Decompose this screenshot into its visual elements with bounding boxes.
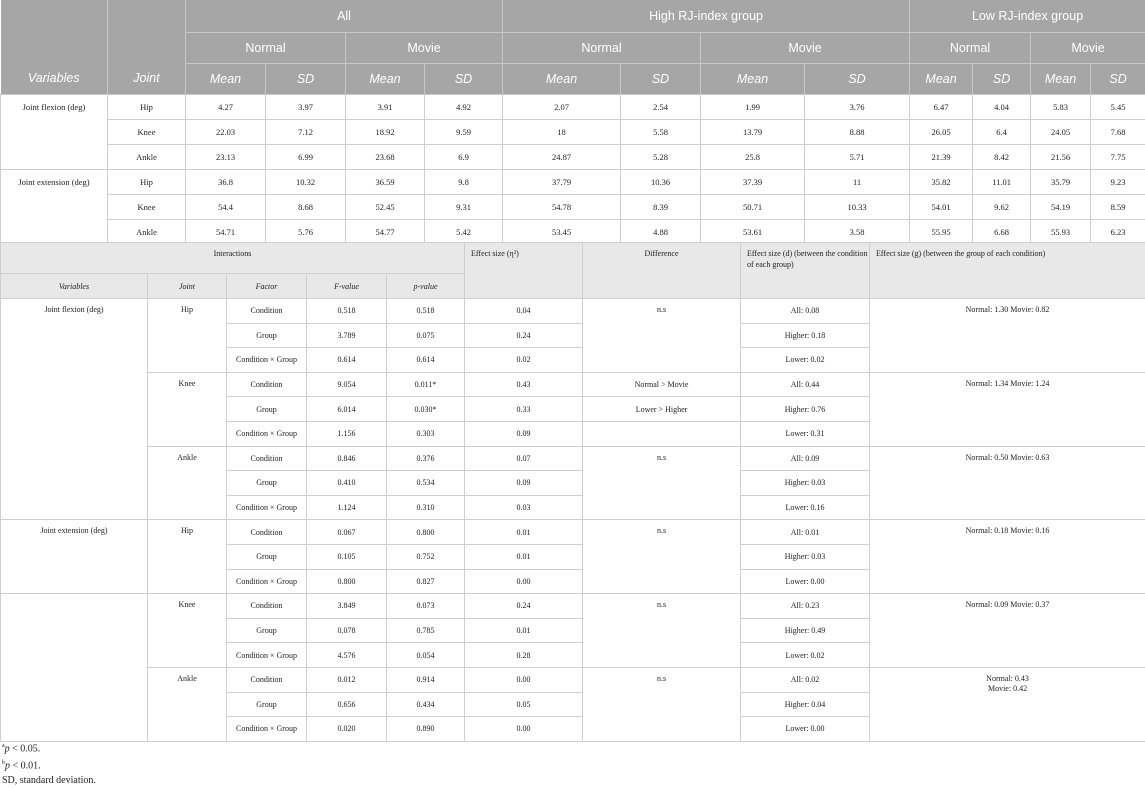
factor-cell: Group — [227, 692, 307, 717]
factor-cell: Group — [227, 323, 307, 348]
variable-cell: Joint extension (deg) — [1, 520, 148, 594]
value-cell: 21.39 — [910, 144, 973, 169]
effect-d-cell: Lower: 0.31 — [741, 421, 870, 446]
pvalue-cell: 0.434 — [387, 692, 465, 717]
difference-cell: n.s — [583, 299, 741, 373]
value-cell: 5.76 — [266, 219, 346, 244]
effect-d-cell: All: 0.08 — [741, 299, 870, 324]
footnote-b: $^b$p < 0.01. — [2, 756, 96, 773]
value-cell: 24.05 — [1031, 119, 1091, 144]
blank-header-cell — [108, 0, 186, 32]
joint-cell: Hip — [108, 94, 186, 119]
effect-d-cell: Higher: 0.04 — [741, 692, 870, 717]
fvalue-header: F-value — [307, 274, 387, 299]
fvalue-cell: 0.020 — [307, 717, 387, 742]
value-cell: 9.8 — [425, 169, 503, 194]
value-cell: 54.4 — [186, 194, 266, 219]
stat-header: SD — [266, 63, 346, 94]
value-cell: 10.33 — [805, 194, 910, 219]
effect-eta-cell: 0.03 — [465, 495, 583, 520]
descriptive-stats-body — [1, 94, 1145, 244]
value-cell: 5.71 — [805, 144, 910, 169]
blank-header-cell — [1, 32, 108, 63]
stat-header: SD — [1091, 63, 1145, 94]
effect-eta-cell: 0.02 — [465, 348, 583, 373]
value-cell: 7.12 — [266, 119, 346, 144]
factor-cell: Condition — [227, 594, 307, 619]
effect-eta-cell: 0.01 — [465, 544, 583, 569]
fvalue-cell: 0.846 — [307, 446, 387, 471]
value-cell: 35.82 — [910, 169, 973, 194]
joint-header: Joint — [148, 274, 227, 299]
factor-cell: Condition — [227, 667, 307, 692]
factor-cell: Condition × Group — [227, 495, 307, 520]
value-cell: 2.54 — [621, 94, 701, 119]
value-cell: 13.79 — [701, 119, 805, 144]
value-cell: 10.36 — [621, 169, 701, 194]
effect-d-cell: Lower: 0.00 — [741, 569, 870, 594]
difference-cell: n.s — [583, 446, 741, 520]
factor-header: Factor — [227, 274, 307, 299]
pvalue-cell: 0.073 — [387, 594, 465, 619]
effect-g-cell — [870, 667, 1145, 741]
pvalue-cell: 0.303 — [387, 421, 465, 446]
value-cell: 26.05 — [910, 119, 973, 144]
pvalue-cell: 0.376 — [387, 446, 465, 471]
table-row — [1, 520, 1145, 545]
joint-cell: Ankle — [148, 446, 227, 520]
factor-cell: Condition — [227, 520, 307, 545]
value-cell: 6.4 — [973, 119, 1031, 144]
group-header-low-rj: Low RJ-index group — [910, 0, 1145, 32]
factor-cell: Condition × Group — [227, 421, 307, 446]
value-cell: 50.71 — [701, 194, 805, 219]
table-row — [1, 144, 1145, 169]
value-cell: 54.19 — [1031, 194, 1091, 219]
effect-d-cell: Higher: 0.03 — [741, 471, 870, 496]
factor-cell: Group — [227, 397, 307, 422]
blank-header-cell — [1, 0, 108, 32]
fvalue-cell: 0.012 — [307, 667, 387, 692]
pvalue-cell: 0.914 — [387, 667, 465, 692]
value-cell: 7.75 — [1091, 144, 1145, 169]
fvalue-cell: 0.410 — [307, 471, 387, 496]
effect-eta-cell: 0.04 — [465, 299, 583, 324]
factor-cell: Condition × Group — [227, 348, 307, 373]
value-cell: 35.79 — [1031, 169, 1091, 194]
stat-header: SD — [425, 63, 503, 94]
fvalue-cell: 0.518 — [307, 299, 387, 324]
pvalue-cell: 0.800 — [387, 520, 465, 545]
value-cell: 6.99 — [266, 144, 346, 169]
effect-g-line: Normal: 0.09 Movie: 0.37 — [870, 600, 1145, 610]
value-cell: 54.71 — [186, 219, 266, 244]
value-cell: 7.68 — [1091, 119, 1145, 144]
effect-g-cell — [870, 594, 1145, 668]
value-cell: 18.92 — [346, 119, 425, 144]
variable-cell — [1, 594, 148, 742]
value-cell: 3.76 — [805, 94, 910, 119]
value-cell: 5.42 — [425, 219, 503, 244]
effect-eta-cell: 0.00 — [465, 717, 583, 742]
descriptive-stats-table — [0, 0, 1145, 245]
interaction-header-row — [1, 243, 1145, 274]
footnote-sd: SD, standard deviation. — [2, 774, 96, 788]
fvalue-cell: 4.576 — [307, 643, 387, 668]
effect-g-cell — [870, 446, 1145, 520]
stat-header: SD — [973, 63, 1031, 94]
value-cell: 11.01 — [973, 169, 1031, 194]
value-cell: 55.95 — [910, 219, 973, 244]
value-cell: 8.39 — [621, 194, 701, 219]
variable-cell: Joint flexion (deg) — [1, 299, 148, 520]
effect-eta-cell: 0.07 — [465, 446, 583, 471]
value-cell: 3.91 — [346, 94, 425, 119]
value-cell: 23.68 — [346, 144, 425, 169]
pvalue-cell: 0.785 — [387, 618, 465, 643]
value-cell: 6.47 — [910, 94, 973, 119]
value-cell: 11 — [805, 169, 910, 194]
effect-d-cell: Lower: 0.00 — [741, 717, 870, 742]
value-cell: 3.58 — [805, 219, 910, 244]
value-cell: 9.62 — [973, 194, 1031, 219]
value-cell: 22.03 — [186, 119, 266, 144]
value-cell: 8.88 — [805, 119, 910, 144]
value-cell: 9.23 — [1091, 169, 1145, 194]
effect-g-cell — [870, 520, 1145, 594]
effect-d-cell: All: 0.09 — [741, 446, 870, 471]
value-cell: 36.8 — [186, 169, 266, 194]
effect-eta-cell: 0.00 — [465, 569, 583, 594]
variable-cell: Joint extension (deg) — [1, 169, 108, 244]
effect-d-cell: All: 0.02 — [741, 667, 870, 692]
value-cell: 54.77 — [346, 219, 425, 244]
joint-cell: Ankle — [148, 667, 227, 741]
effect-g-cell — [870, 372, 1145, 446]
value-cell: 24.87 — [503, 144, 621, 169]
effect-eta-cell: 0.09 — [465, 471, 583, 496]
group-header-high-rj: High RJ-index group — [503, 0, 910, 32]
joint-cell: Knee — [108, 119, 186, 144]
table-row — [1, 169, 1145, 194]
effect-eta-header: Effect size (η²) — [465, 243, 583, 299]
effect-d-cell: All: 0.23 — [741, 594, 870, 619]
joint-cell: Hip — [148, 520, 227, 594]
fvalue-cell: 3.849 — [307, 594, 387, 619]
effect-g-line: Normal: 0.43 — [870, 674, 1145, 684]
variables-header: Variables — [1, 63, 108, 94]
fvalue-cell: 6.014 — [307, 397, 387, 422]
value-cell: 37.39 — [701, 169, 805, 194]
effect-eta-cell: 0.24 — [465, 594, 583, 619]
value-cell: 4.27 — [186, 94, 266, 119]
effect-eta-cell: 0.28 — [465, 643, 583, 668]
joint-cell: Ankle — [108, 219, 186, 244]
table-row — [1, 594, 1145, 619]
difference-cell — [583, 421, 741, 446]
effect-g-line: Movie: 0.42 — [870, 684, 1145, 694]
table-row — [1, 667, 1145, 692]
value-cell: 5.45 — [1091, 94, 1145, 119]
effect-d-cell: Lower: 0.02 — [741, 643, 870, 668]
effect-d-cell: All: 0.44 — [741, 372, 870, 397]
table-row — [1, 219, 1145, 244]
pvalue-cell: 0.890 — [387, 717, 465, 742]
joint-cell: Hip — [148, 299, 227, 373]
factor-cell: Condition × Group — [227, 717, 307, 742]
effect-d-cell: Higher: 0.49 — [741, 618, 870, 643]
fvalue-cell: 0.800 — [307, 569, 387, 594]
difference-cell: n.s — [583, 594, 741, 668]
condition-header: Normal — [503, 32, 701, 63]
condition-header: Movie — [701, 32, 910, 63]
interaction-stats-body — [1, 299, 1145, 742]
value-cell: 53.45 — [503, 219, 621, 244]
group-header-row — [1, 0, 1145, 32]
group-header-all: All — [186, 0, 503, 32]
effect-eta-cell: 0.00 — [465, 667, 583, 692]
pvalue-cell: 0.518 — [387, 299, 465, 324]
pvalue-cell: 0.534 — [387, 471, 465, 496]
value-cell: 36.59 — [346, 169, 425, 194]
effect-eta-cell: 0.24 — [465, 323, 583, 348]
value-cell: 21.56 — [1031, 144, 1091, 169]
effect-eta-cell: 0.01 — [465, 618, 583, 643]
stat-header-row — [1, 63, 1145, 94]
difference-header: Difference — [583, 243, 741, 299]
effect-g-line: Normal: 0.50 Movie: 0.63 — [870, 453, 1145, 463]
value-cell: 52.45 — [346, 194, 425, 219]
joint-cell: Knee — [148, 594, 227, 668]
joint-cell: Hip — [108, 169, 186, 194]
condition-header: Normal — [910, 32, 1031, 63]
pvalue-cell: 0.614 — [387, 348, 465, 373]
factor-cell: Group — [227, 471, 307, 496]
stat-header: Mean — [910, 63, 973, 94]
stat-header: Mean — [186, 63, 266, 94]
factor-cell: Condition — [227, 446, 307, 471]
factor-cell: Condition — [227, 299, 307, 324]
value-cell: 8.42 — [973, 144, 1031, 169]
effect-g-line: Normal: 1.30 Movie: 0.82 — [870, 305, 1145, 315]
effect-eta-cell: 0.43 — [465, 372, 583, 397]
fvalue-cell: 0.656 — [307, 692, 387, 717]
factor-cell: Condition — [227, 372, 307, 397]
effect-g-line: Normal: 0.18 Movie: 0.16 — [870, 526, 1145, 536]
value-cell: 25.8 — [701, 144, 805, 169]
pvalue-cell: 0.030* — [387, 397, 465, 422]
pvalue-cell: 0.310 — [387, 495, 465, 520]
pvalue-cell: 0.752 — [387, 544, 465, 569]
stat-header: Mean — [346, 63, 425, 94]
fvalue-cell: 1.156 — [307, 421, 387, 446]
table-row — [1, 194, 1145, 219]
factor-cell: Group — [227, 618, 307, 643]
value-cell: 55.93 — [1031, 219, 1091, 244]
value-cell: 4.88 — [621, 219, 701, 244]
effect-eta-cell: 0.33 — [465, 397, 583, 422]
effect-d-cell: Higher: 0.76 — [741, 397, 870, 422]
effect-d-header: Effect size (d) (between the condition of each group) — [741, 243, 870, 299]
interaction-stats-table — [0, 242, 1145, 742]
fvalue-cell: 0.078 — [307, 618, 387, 643]
value-cell: 2.07 — [503, 94, 621, 119]
table-row — [1, 372, 1145, 397]
pvalue-header: p-value — [387, 274, 465, 299]
condition-header: Movie — [346, 32, 503, 63]
effect-eta-cell: 0.05 — [465, 692, 583, 717]
effect-d-cell: Higher: 0.18 — [741, 323, 870, 348]
table-row — [1, 119, 1145, 144]
difference-cell: Lower > Higher — [583, 397, 741, 422]
stat-header: SD — [621, 63, 701, 94]
difference-cell: Normal > Movie — [583, 372, 741, 397]
value-cell: 3.97 — [266, 94, 346, 119]
value-cell: 8.68 — [266, 194, 346, 219]
pvalue-cell: 0.075 — [387, 323, 465, 348]
value-cell: 6.9 — [425, 144, 503, 169]
variables-header: Variables — [1, 274, 148, 299]
pvalue-cell: 0.054 — [387, 643, 465, 668]
pvalue-cell: 0.827 — [387, 569, 465, 594]
variable-cell: Joint flexion (deg) — [1, 94, 108, 169]
value-cell: 4.04 — [973, 94, 1031, 119]
table-row — [1, 94, 1145, 119]
value-cell: 6.68 — [973, 219, 1031, 244]
fvalue-cell: 0.614 — [307, 348, 387, 373]
table-footnotes — [2, 739, 96, 788]
value-cell: 37.79 — [503, 169, 621, 194]
value-cell: 9.31 — [425, 194, 503, 219]
value-cell: 5.58 — [621, 119, 701, 144]
joint-cell: Knee — [108, 194, 186, 219]
value-cell: 1.99 — [701, 94, 805, 119]
effect-g-header: Effect size (g) (between the group of each condition) — [870, 243, 1145, 299]
condition-header: Normal — [186, 32, 346, 63]
value-cell: 54.01 — [910, 194, 973, 219]
value-cell: 8.59 — [1091, 194, 1145, 219]
fvalue-cell: 1.124 — [307, 495, 387, 520]
value-cell: 6.23 — [1091, 219, 1145, 244]
fvalue-cell: 3.789 — [307, 323, 387, 348]
value-cell: 4.92 — [425, 94, 503, 119]
interactions-header: Interactions — [1, 243, 465, 274]
stat-header: Mean — [701, 63, 805, 94]
joint-cell: Ankle — [108, 144, 186, 169]
effect-d-cell: Higher: 0.03 — [741, 544, 870, 569]
stat-header: Mean — [1031, 63, 1091, 94]
value-cell: 53.61 — [701, 219, 805, 244]
blank-header-cell — [108, 32, 186, 63]
fvalue-cell: 0.105 — [307, 544, 387, 569]
table-row — [1, 446, 1145, 471]
table-row — [1, 299, 1145, 324]
value-cell: 5.28 — [621, 144, 701, 169]
footnote-a: $^a$p < 0.05. — [2, 739, 96, 756]
joint-cell: Knee — [148, 372, 227, 446]
effect-g-cell — [870, 299, 1145, 373]
effect-d-cell: Lower: 0.16 — [741, 495, 870, 520]
joint-header: Joint — [108, 63, 186, 94]
condition-header-row — [1, 32, 1145, 63]
effect-d-cell: Lower: 0.02 — [741, 348, 870, 373]
difference-cell: n.s — [583, 520, 741, 594]
effect-d-cell: All: 0.01 — [741, 520, 870, 545]
value-cell: 5.83 — [1031, 94, 1091, 119]
effect-eta-cell: 0.09 — [465, 421, 583, 446]
value-cell: 10.32 — [266, 169, 346, 194]
factor-cell: Condition × Group — [227, 569, 307, 594]
fvalue-cell: 9.054 — [307, 372, 387, 397]
difference-cell: n.s — [583, 667, 741, 741]
condition-header: Movie — [1031, 32, 1145, 63]
factor-cell: Group — [227, 544, 307, 569]
value-cell: 18 — [503, 119, 621, 144]
effect-eta-cell: 0.01 — [465, 520, 583, 545]
factor-cell: Condition × Group — [227, 643, 307, 668]
stat-header: SD — [805, 63, 910, 94]
fvalue-cell: 0.067 — [307, 520, 387, 545]
effect-g-line: Normal: 1.34 Movie: 1.24 — [870, 379, 1145, 389]
value-cell: 9.59 — [425, 119, 503, 144]
pvalue-cell: 0.011* — [387, 372, 465, 397]
stat-header: Mean — [503, 63, 621, 94]
value-cell: 54.78 — [503, 194, 621, 219]
value-cell: 23.13 — [186, 144, 266, 169]
